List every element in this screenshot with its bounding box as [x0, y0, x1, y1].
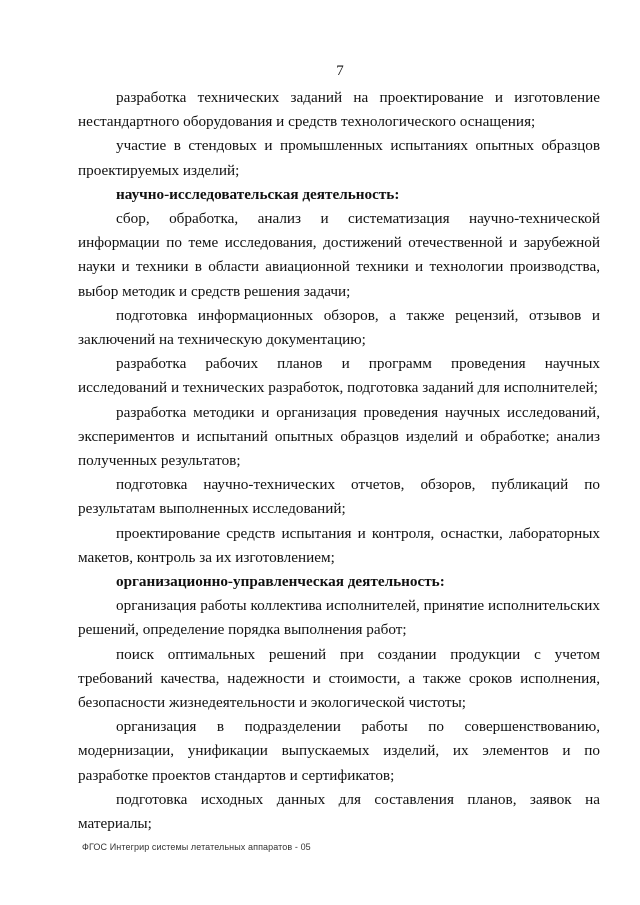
document-body: [78, 86, 600, 836]
paragraph: подготовка исходных данных для составления планов, заявок на материалы;: [78, 790, 600, 833]
paragraph: разработка методики и организация проведения научных исследований, экспериментов и испытаний опытных образцов изделий и обработке; анализ полученных результатов;: [78, 403, 600, 470]
paragraph: организация в подразделении работы по совершенствованию, модернизации, унификации выпускаемых изделий, их элементов и по разработке проектов стандартов и сертификатов;: [78, 718, 600, 784]
paragraph: сбор, обработка, анализ и систематизация научно-технической информации по теме исследования, достижений отечественной и зарубежной науки и техники в области авиационной техники и технологии производства, выбор методик и средств решения задачи;: [78, 210, 600, 300]
paragraph: разработка технических заданий на проектирование и изготовление нестандартного оборудования и средств технологического оснащения;: [78, 89, 600, 131]
footer-note: ФГОС Интегрир системы летательных аппаратов - 05: [82, 842, 311, 852]
paragraph: организация работы коллектива исполнителей, принятие исполнительских решений, определение порядка выполнения работ;: [78, 597, 600, 639]
section-heading: организационно-управленческая деятельность:: [116, 573, 445, 591]
paragraph: участие в стендовых и промышленных испытаниях опытных образцов проектируемых изделий;: [78, 137, 600, 179]
section-heading: научно-исследовательская деятельность:: [116, 185, 400, 203]
paragraph: подготовка научно-технических отчетов, обзоров, публикаций по результатам выполненных исследований;: [78, 476, 600, 518]
paragraph: подготовка информационных обзоров, а также рецензий, отзывов и заключений на техническую документацию;: [78, 306, 600, 349]
paragraph: поиск оптимальных решений при создании продукции с учетом требований качества, надежности и стоимости, а также сроков исполнения, безопасности жизнедеятельности и экологической чистоты;: [78, 645, 600, 712]
paragraph: разработка рабочих планов и программ проведения научных исследований и технических разработок, подготовка заданий для исполнителей;: [78, 355, 600, 397]
page-number: 7: [336, 63, 344, 79]
paragraph: проектирование средств испытания и контроля, оснастки, лабораторных макетов, контроль за их изготовлением;: [78, 524, 600, 566]
